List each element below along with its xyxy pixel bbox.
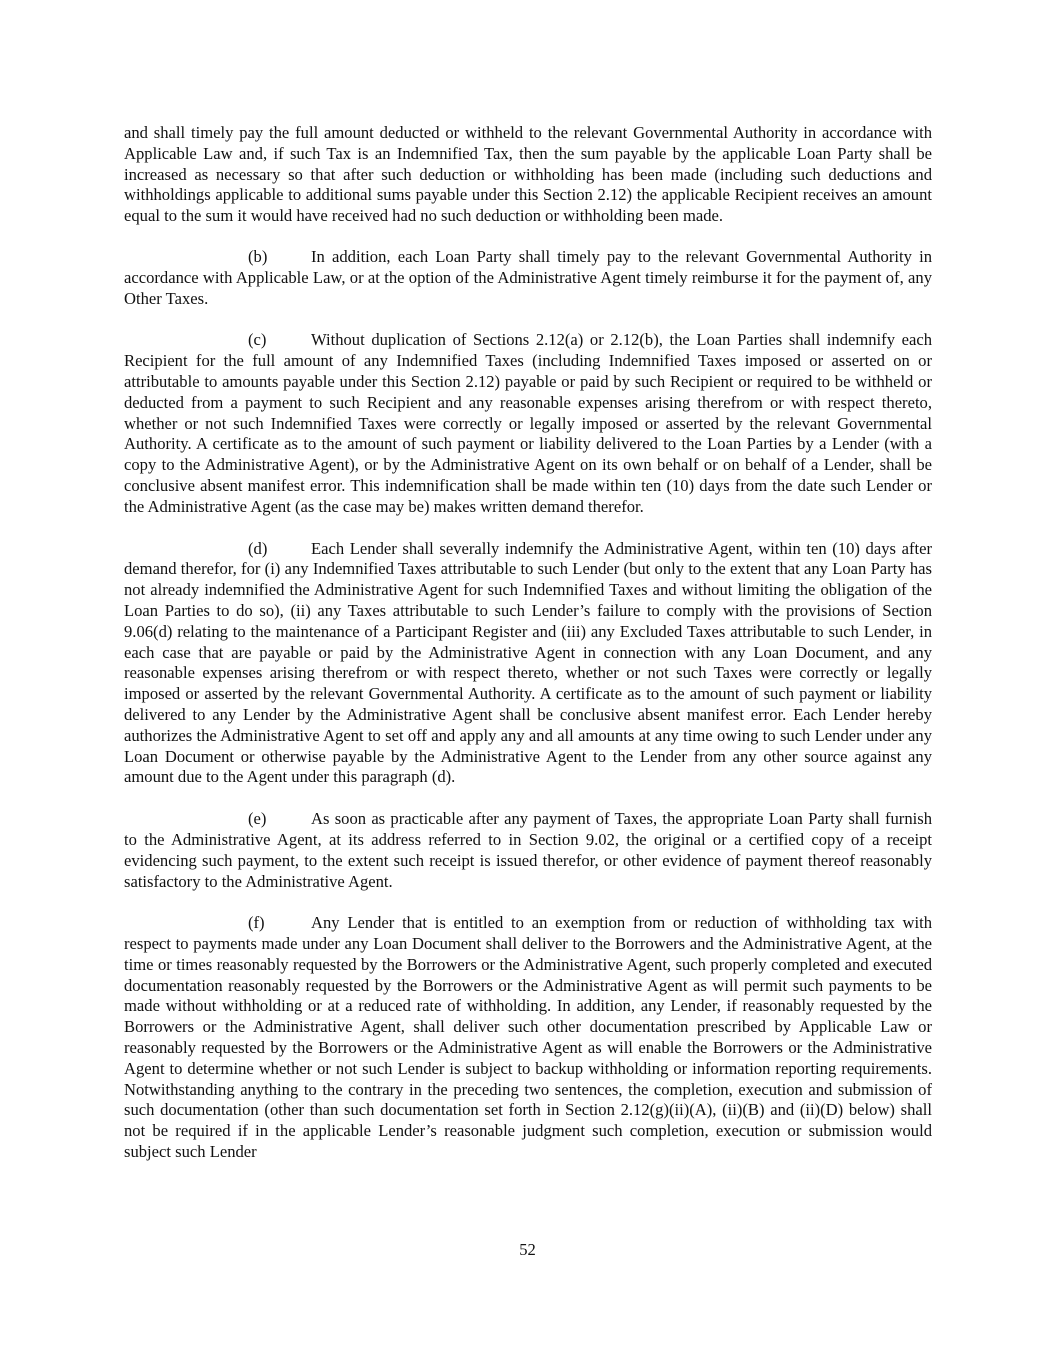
paragraph-e: (e) As soon as practicable after any payment of Taxes, the appropriate Loan Party shall furnish to the Administrative Agent, at its address referred to in Section 9.02, the original or a certified copy of a receipt evidencing such payment, to the extent such receipt is issued therefor, or other evidence of payment thereof reasonably satisfactory to the Administrative Agent. xyxy=(124,809,932,891)
document-page xyxy=(124,123,932,1184)
paragraph-label: (f) xyxy=(248,913,265,933)
paragraph-continuation: and shall timely pay the full amount deducted or withheld to the relevant Governmental Authority in accordance with Applicable Law and, if such Tax is an Indemnified Tax, then the sum payable by the applicable Loan Party shall be increased as necessary so that after such deduction or withholding has been made (including such deductions and withholdings applicable to additional sums payable under this Section 2.12) the applicable Recipient receives an amount equal to the sum it would have received had no such deduction or withholding been made. xyxy=(124,123,932,226)
paragraph-f: (f) Any Lender that is entitled to an exemption from or reduction of withholding tax with respect to payments made under any Loan Document shall deliver to the Borrowers and the Administrative Agent, at the time or times reasonably requested by the Borrowers or the Administrative Agent, such properly completed and executed documentation reasonably requested by the Borrowers or the Administrative Agent as will permit such payments to be made without withholding or at a reduced rate of withholding. In addition, any Lender, if reasonably requested by the Borrowers or the Administrative Agent, shall deliver such other documentation prescribed by Applicable Law or reasonably requested by the Borrowers or the Administrative Agent as will enable the Borrowers or the Administrative Agent to determine whether or not such Lender is subject to backup withholding or information reporting requirements. Notwithstanding anything to the contrary in the preceding two sentences, the completion, execution and submission of such documentation (other than such documentation set forth in Section 2.12(g)(ii)(A), (ii)(B) and (ii)(D) below) shall not be required if in the applicable Lender’s reasonable judgment such completion, execution or submission would subject such Lender xyxy=(124,913,932,1162)
paragraph-label: (d) xyxy=(248,538,268,558)
paragraph-c: (c) Without duplication of Sections 2.12(a) or 2.12(b), the Loan Parties shall indemnify each Recipient for the full amount of any Indemnified Taxes (including Indemnified Taxes imposed or asserted on or attributable to amounts payable under this Section 2.12) payable or paid by such Recipient or required to be withheld or deducted from a payment to such Recipient and any reasonable expenses arising therefrom or with respect thereto, whether or not such Indemnified Taxes were correctly or legally imposed or asserted by the relevant Governmental Authority. A certificate as to the amount of such payment or liability delivered to the Loan Parties by a Lender (with a copy to the Administrative Agent), or by the Administrative Agent on its own behalf or on behalf of a Lender, shall be conclusive absent manifest error. This indemnification shall be made within ten (10) days from the date such Lender or the Administrative Agent (as the case may be) makes written demand therefor. xyxy=(124,330,932,516)
page-number: 52 xyxy=(519,1240,536,1259)
paragraph-label: (c) xyxy=(248,330,267,350)
paragraph-d: (d) Each Lender shall severally indemnify the Administrative Agent, within ten (10) days after demand therefor, for (i) any Indemnified Taxes attributable to such Lender (but only to the extent that any Loan Party has not already indemnified the Administrative Agent for such Indemnified Taxes and without limiting the obligation of the Loan Parties to do so), (ii) any Taxes attributable to such Lender’s failure to comply with the provisions of Section 9.06(d) relating to the maintenance of a Participant Register and (iii) any Excluded Taxes attributable to such Lender, in each case that are payable or paid by the Administrative Agent in connection with any Loan Document, and any reasonable expenses arising therefrom or with respect thereto, whether or not such Taxes were correctly or legally imposed or asserted by the relevant Governmental Authority. A certificate as to the amount of such payment or liability delivered to any Lender by the Administrative Agent shall be conclusive absent manifest error. Each Lender hereby authorizes the Administrative Agent to set off and apply any and all amounts at any time owing to such Lender under any Loan Document or otherwise payable by the Administrative Agent to the Lender from any other source against any amount due to the Agent under this paragraph (d). xyxy=(124,538,932,787)
paragraph-label: (b) xyxy=(248,246,268,266)
paragraph-label: (e) xyxy=(248,809,267,829)
paragraph-b: (b) In addition, each Loan Party shall timely pay to the relevant Governmental Authority in accordance with Applicable Law, or at the option of the Administrative Agent timely reimburse it for the payment of, any Other Taxes. xyxy=(124,246,932,308)
